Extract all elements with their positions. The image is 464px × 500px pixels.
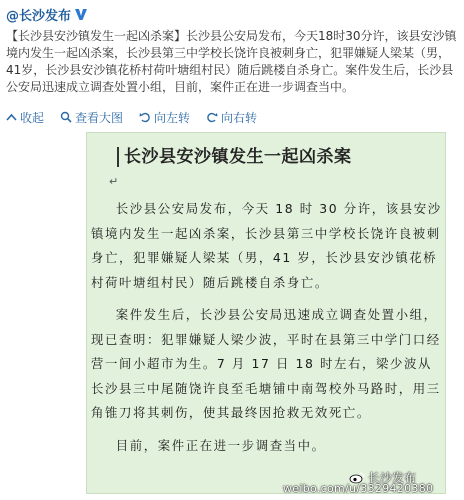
document-paragraph: 目前，案件正在进一步调查当中。 (115, 437, 326, 453)
rotate-right-button[interactable] (206, 109, 257, 126)
collapse-button[interactable] (6, 109, 44, 126)
rotate-left-label: 向左转 (154, 110, 191, 125)
document-paragraph: 案件发生后，长沙县公安局迅速成立调查处置小组，现已查明：犯罪嫌疑人梁少波，平时在县第三中学门口经营一间小超市为生。7 月 17 日 18 时左右，梁少波从长沙县三中尾随饶许良至毛塘铺中南驾校外马路时，用三角锥刀将其刺伤，使其最终因抢救无效死亡。 (91, 307, 441, 420)
watermark-url: weibo.com/u/3329420380 (283, 482, 434, 494)
rotate-left-icon (139, 111, 151, 123)
watermark-name: 长沙发布 (368, 471, 417, 485)
view-large-button[interactable] (60, 109, 123, 126)
verified-v-icon (74, 7, 88, 21)
return-mark: ↵ (109, 175, 119, 188)
document-title: 长沙县安沙镇发生一起凶杀案 (117, 147, 352, 167)
document-paragraph: 长沙县公安局发布，今天 18 时 30 分许，该县安沙镇境内发生一起凶杀案，长沙县第三中学校长饶许良被刺身亡，犯罪嫌疑人梁某（男，41 岁，长沙县安沙镇花桥村荷叶塘组村民）随后跳楼自杀身亡。 (91, 201, 442, 290)
attached-image[interactable] (86, 132, 446, 494)
rotate-right-icon (206, 111, 218, 123)
image-toolbar (6, 109, 273, 125)
rotate-left-button[interactable] (139, 109, 190, 126)
post-text: 【长沙县安沙镇发生一起凶杀案】长沙县公安局发布，今天18时30分许，该县安沙镇境内发生一起凶杀案，长沙县第三中学校长饶许良被刺身亡，犯罪嫌疑人梁某（男，41岁，长沙县安沙镇花桥村荷叶塘组村民）随后跳楼自杀身亡。案件发生后，长沙县公安局迅速成立调查处置小组，目前，案件正在进一步调查当中。 (6, 29, 457, 94)
document-body (91, 197, 443, 466)
collapse-label: 收起 (20, 110, 45, 125)
username-link[interactable]: @长沙发布 (6, 8, 72, 24)
view-large-label: 查看大图 (75, 110, 124, 125)
post-header (6, 4, 88, 24)
rotate-right-label: 向右转 (221, 110, 258, 125)
magnify-icon (60, 111, 72, 123)
collapse-icon (6, 112, 17, 123)
